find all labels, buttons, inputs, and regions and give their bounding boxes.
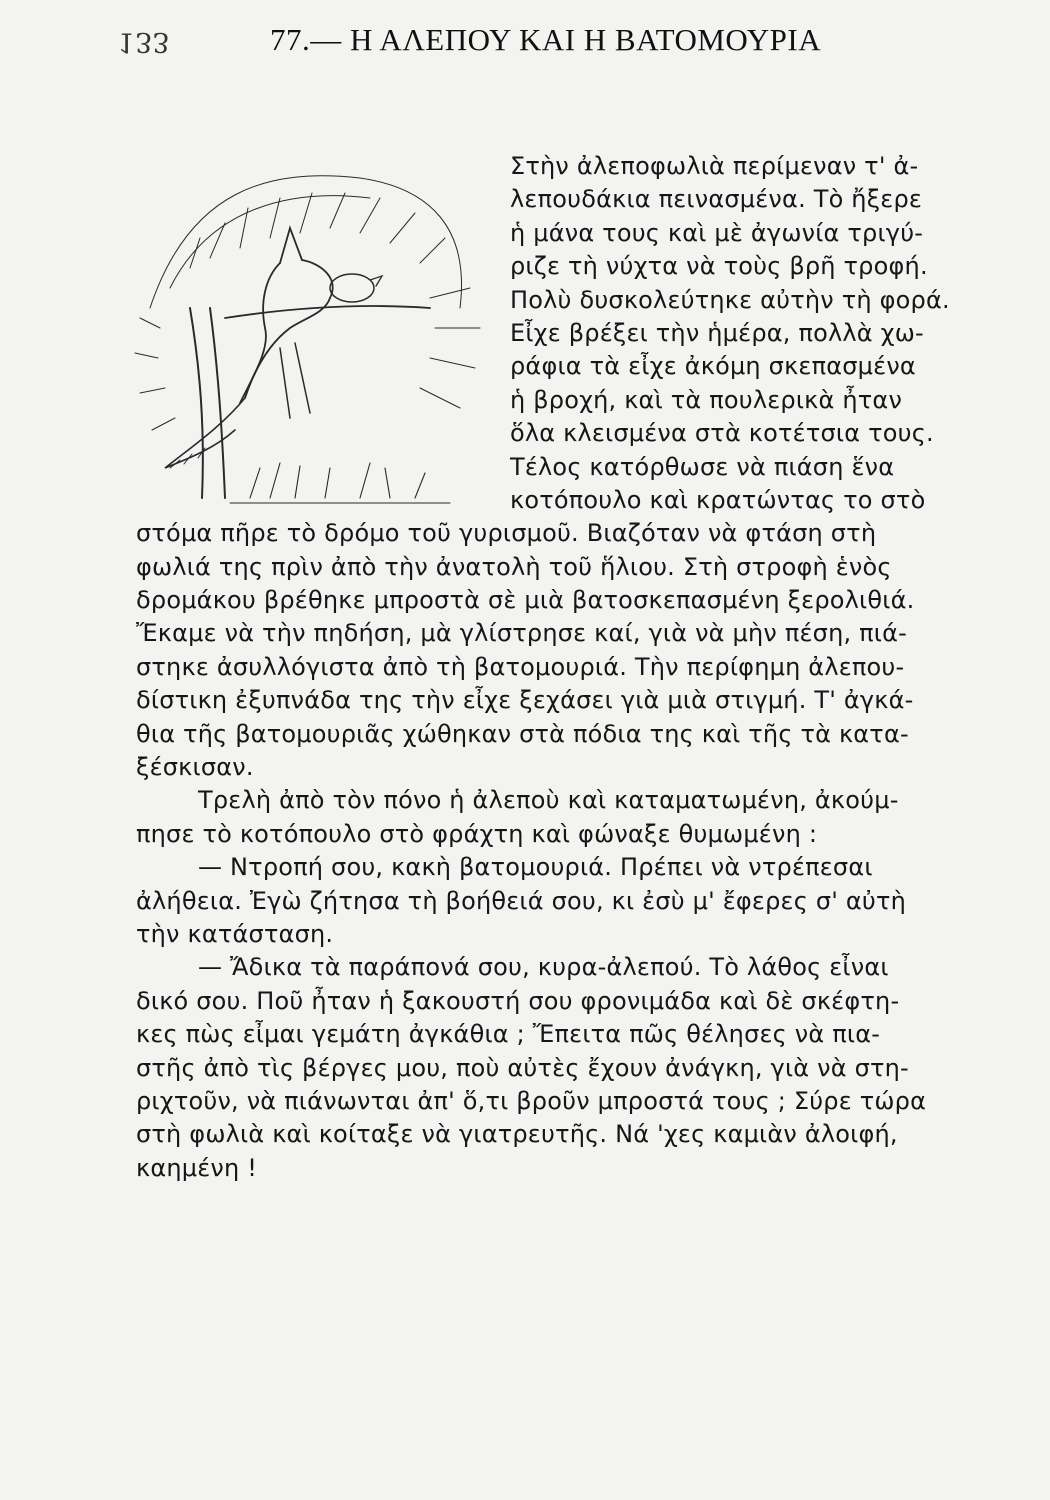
text-line: στόμα πῆρε τὸ δρόμο τοῦ γυρισμοῦ. Βιαζόταν νὰ φτάση στὴ <box>136 519 877 548</box>
text-line: στῆς ἀπὸ τὶς βέργες μου, ποὺ αὐτὲς ἔχουν ἀνάγκη, γιὰ νὰ στη- <box>136 1053 909 1082</box>
text-line: — Ἄδικα τὰ παράπονά σου, κυρα-ἀλεπού. Τὸ λάθος εἶναι <box>198 953 889 982</box>
text-line: ράφια τὰ εἶχε ἀκόμη σκεπασμένα <box>510 352 916 381</box>
text-line: ριχτοῦν, νὰ πιάνωνται ἀπ' ὅ,τι βροῦν μπροστά τους ; Σύρε τώρα <box>136 1086 927 1115</box>
text-line: δικό σου. Ποῦ ἦταν ἡ ξακουστή σου φρονιμάδα καὶ δὲ σκέφτη- <box>136 986 900 1015</box>
text-line: Τρελὴ ἀπὸ τὸν πόνο ἡ ἀλεποὺ καὶ καταματωμένη, ἀκούμ- <box>198 786 899 815</box>
text-line: Εἶχε βρέξει τὴν ἡμέρα, πολλὰ χω- <box>510 318 924 347</box>
text-line: φωλιά της πρὶν ἀπὸ τὴν ἀνατολὴ τοῦ ἥλιου. Στὴ στροφὴ ἑνὸς <box>136 552 892 581</box>
text-line: τὴν κατάσταση. <box>136 919 334 948</box>
page-number: 133 <box>118 26 170 57</box>
chapter-title: 77.— Η ΑΛΕΠΟΥ ΚΑΙ Η ΒΑΤΟΜΟΥΡΙΑ <box>270 22 822 57</box>
text-line: θια τῆς βατομουριᾶς χώθηκαν στὰ πόδια της καὶ τῆς τὰ κατα- <box>136 719 909 748</box>
text-line: κοτόπουλο καὶ κρατώντας το στὸ <box>510 485 926 514</box>
text-line: δρομάκου βρέθηκε μπροστὰ σὲ μιὰ βατοσκεπασμένη ξερολιθιά. <box>136 586 915 615</box>
story-text <box>136 150 968 1185</box>
text-line: κες πὼς εἶμαι γεμάτη ἀγκάθια ; Ἔπειτα πῶς θέλησες νὰ πια- <box>136 1020 881 1049</box>
text-line: — Ντροπή σου, κακὴ βατομουριά. Πρέπει νὰ ντρέπεσαι <box>198 853 873 882</box>
text-line: Ἔκαμε νὰ τὴν πηδήση, μὰ γλίστρησε καί, γιὰ νὰ μὴν πέση, πιά- <box>136 619 907 648</box>
text-line: πησε τὸ κοτόπουλο στὸ φράχτη καὶ φώναξε θυμωμένη : <box>136 819 818 848</box>
text-line: ξέσκισαν. <box>136 753 254 782</box>
text-line: Πολὺ δυσκολεύτηκε αὐτὴν τὴ φορά. <box>510 285 950 314</box>
text-line: ριζε τὴ νύχτα νὰ τοὺς βρῆ τροφή. <box>510 252 928 281</box>
text-line: λεπουδάκια πεινασμένα. Τὸ ἤξερε <box>510 185 923 214</box>
text-line: καημένη ! <box>136 1153 258 1182</box>
text-line: στὴ φωλιὰ καὶ κοίταξε νὰ γιατρευτῆς. Νά 'χες καμιὰν ἀλοιφή, <box>136 1120 898 1149</box>
text-line: ἡ βροχή, καὶ τὰ πουλερικὰ ἦταν <box>510 385 903 414</box>
text-line: Στὴν ἀλεποφωλιὰ περίμεναν τ' ἀ- <box>510 152 919 180</box>
text-line: Τέλος κατόρθωσε νὰ πιάση ἕνα <box>510 452 895 481</box>
text-line: ἀλήθεια. Ἐγὼ ζήτησα τὴ βοήθειά σου, κι ἐσὺ μ' ἔφερες σ' αὐτὴ <box>136 886 907 915</box>
text-line: ὅλα κλεισμένα στὰ κοτέτσια τους. <box>510 419 934 448</box>
text-line: ἡ μάνα τους καὶ μὲ ἀγωνία τριγύ- <box>510 218 924 247</box>
text-line: δίστικη ἐξυπνάδα της τὴν εἶχε ξεχάσει γιὰ μιὰ στιγμή. Τ' ἀγκά- <box>136 686 914 715</box>
text-line: στηκε ἀσυλλόγιστα ἀπὸ τὴ βατομουριά. Τὴν περίφημη ἀλεπου- <box>136 652 905 681</box>
